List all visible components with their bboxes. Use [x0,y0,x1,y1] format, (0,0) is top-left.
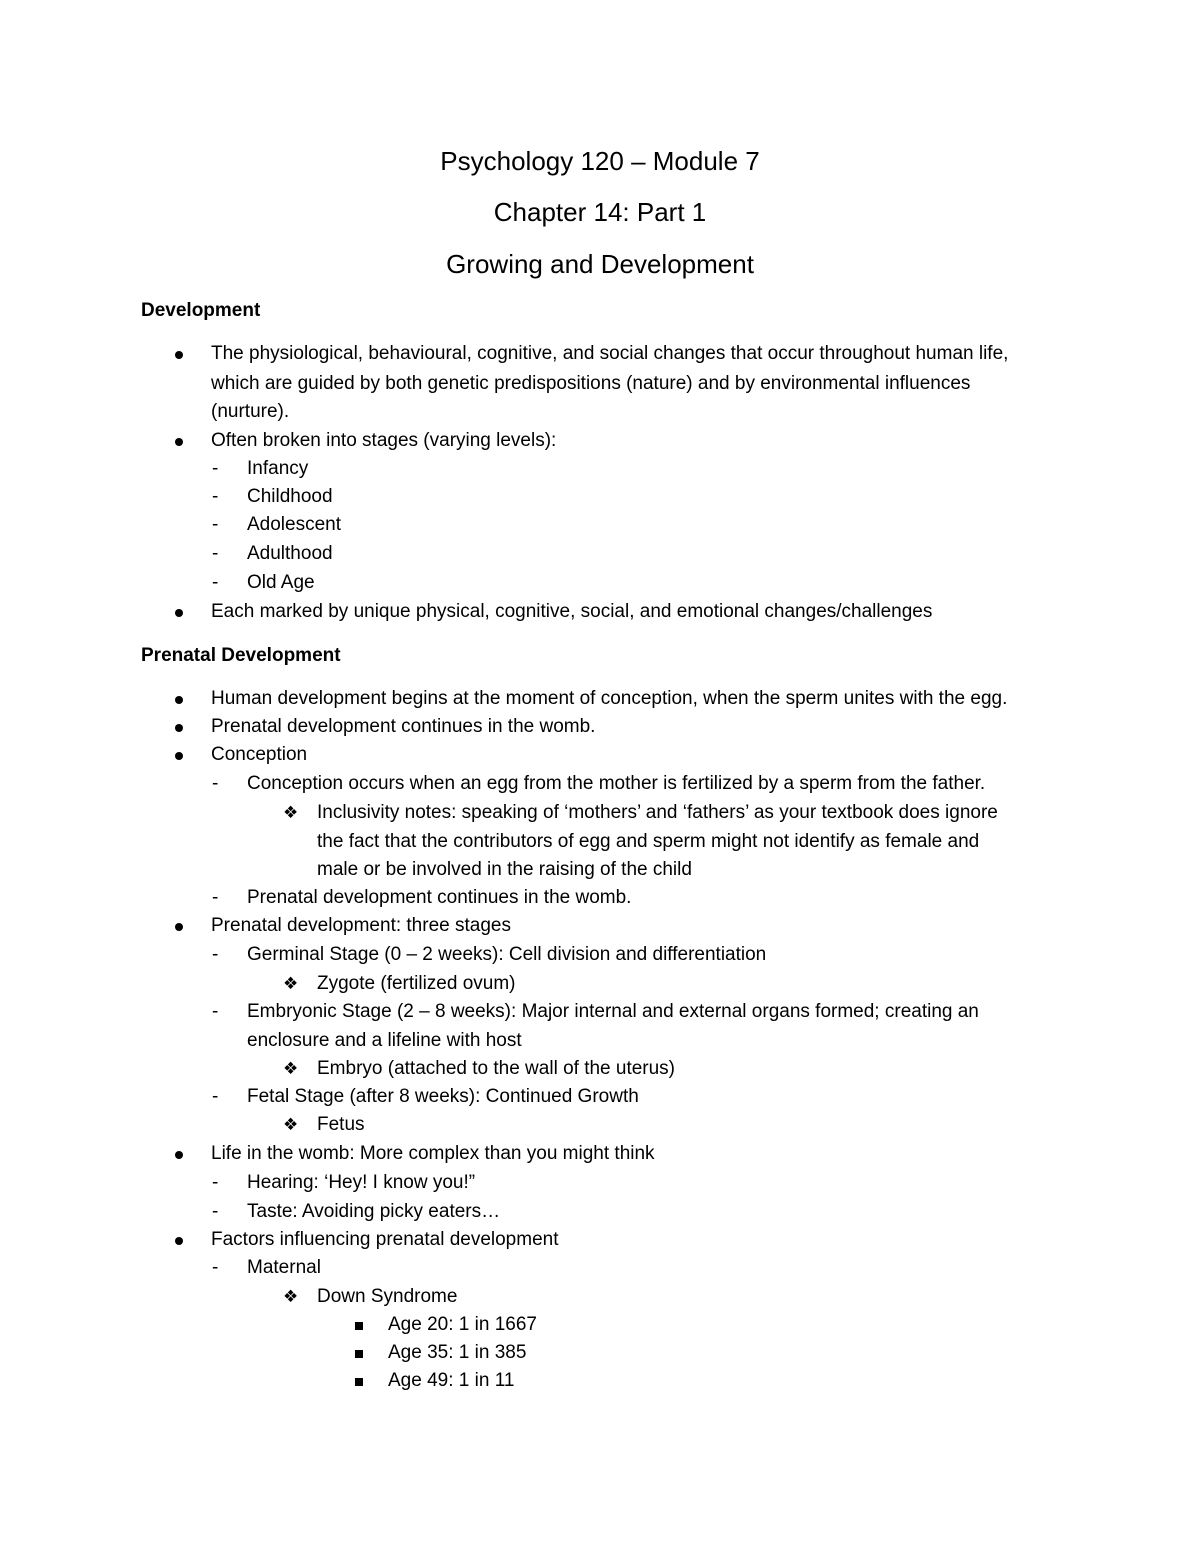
fetal-note: Fetus [317,1114,365,1135]
diamond-bullet-icon: ❖ [283,1059,299,1078]
development-heading: Development [141,300,261,321]
conception-detail: Prenatal development continues in the womb. [247,887,632,908]
section-title: Growing and Development [446,249,754,279]
age-risk-item: Age 20: 1 in 1667 [388,1314,537,1335]
dash-marker: - [212,486,219,507]
factors-item: Factors influencing prenatal development [211,1229,559,1250]
bullet-dot [175,1151,183,1159]
age-risk-item: Age 35: 1 in 385 [388,1342,527,1363]
inclusivity-note-line-1: Inclusivity notes: speaking of ‘mothers’ and ‘fathers’ as your textbook does ignore [317,802,998,823]
dash-marker: - [212,514,219,535]
prenatal-item: Human development begins at the moment of conception, when the sperm unites with the egg. [211,688,1008,709]
dash-marker: - [212,543,219,564]
bullet-dot [175,1237,183,1245]
dash-marker: - [212,944,219,965]
embryonic-stage-line-2: enclosure and a lifeline with host [247,1030,522,1051]
bullet-dot [175,923,183,931]
germinal-stage: Germinal Stage (0 – 2 weeks): Cell division and differentiation [247,944,767,965]
square-bullet-icon [355,1378,363,1386]
bullet-dot [175,696,183,704]
dash-marker: - [212,773,219,794]
stage-item: Adolescent [247,514,342,535]
conception-item: Conception [211,744,308,765]
three-stages-item: Prenatal development: three stages [211,915,511,936]
womb-taste: Taste: Avoiding picky eaters… [247,1201,501,1222]
inclusivity-note-line-2: the fact that the contributors of egg and sperm might not identify as female and [317,831,980,852]
dash-marker: - [212,1172,219,1193]
embryonic-stage-line-1: Embryonic Stage (2 – 8 weeks): Major internal and external organs formed; creating an [247,1001,979,1022]
dash-marker: - [212,1257,219,1278]
bullet-dot [175,609,183,617]
stages-intro: Often broken into stages (varying levels): [211,430,557,451]
prenatal-heading: Prenatal Development [141,645,341,666]
development-definition-line-2: which are guided by both genetic predispositions (nature) and by environmental influences [211,373,971,394]
dash-marker: - [212,458,219,479]
down-syndrome-item: Down Syndrome [317,1286,458,1307]
inclusivity-note-line-3: male or be involved in the raising of the child [317,859,692,880]
prenatal-item: Prenatal development continues in the womb. [211,716,596,737]
diamond-bullet-icon: ❖ [283,1287,299,1306]
stage-item: Infancy [247,458,309,479]
womb-life-item: Life in the womb: More complex than you might think [211,1143,655,1164]
dash-marker: - [212,572,219,593]
stage-item: Adulthood [247,543,333,564]
dash-marker: - [212,1086,219,1107]
diamond-bullet-icon: ❖ [283,803,299,822]
square-bullet-icon [355,1322,363,1330]
germinal-note: Zygote (fertilized ovum) [317,973,516,994]
dash-marker: - [212,1001,219,1022]
diamond-bullet-icon: ❖ [283,1115,299,1134]
diamond-bullet-icon: ❖ [283,974,299,993]
maternal-factor: Maternal [247,1257,321,1278]
bullet-dot [175,438,183,446]
development-definition-line-3: (nurture). [211,401,290,422]
fetal-stage: Fetal Stage (after 8 weeks): Continued Growth [247,1086,639,1107]
stages-summary: Each marked by unique physical, cognitive, social, and emotional changes/challenges [211,601,933,622]
womb-hearing: Hearing: ‘Hey! I know you!” [247,1172,476,1193]
conception-detail: Conception occurs when an egg from the mother is fertilized by a sperm from the father. [247,773,986,794]
stage-item: Childhood [247,486,333,507]
stage-item: Old Age [247,572,315,593]
bullet-dot [175,752,183,760]
square-bullet-icon [355,1350,363,1358]
bullet-dot [175,724,183,732]
age-risk-item: Age 49: 1 in 11 [388,1370,515,1391]
dash-marker: - [212,1201,219,1222]
embryonic-note: Embryo (attached to the wall of the uterus) [317,1058,676,1079]
document-title: Psychology 120 – Module 7 [440,146,760,176]
development-definition-line-1: The physiological, behavioural, cognitive, and social changes that occur throughout human life, [211,343,1009,364]
dash-marker: - [212,887,219,908]
chapter-title: Chapter 14: Part 1 [493,197,707,227]
bullet-dot [175,351,183,359]
